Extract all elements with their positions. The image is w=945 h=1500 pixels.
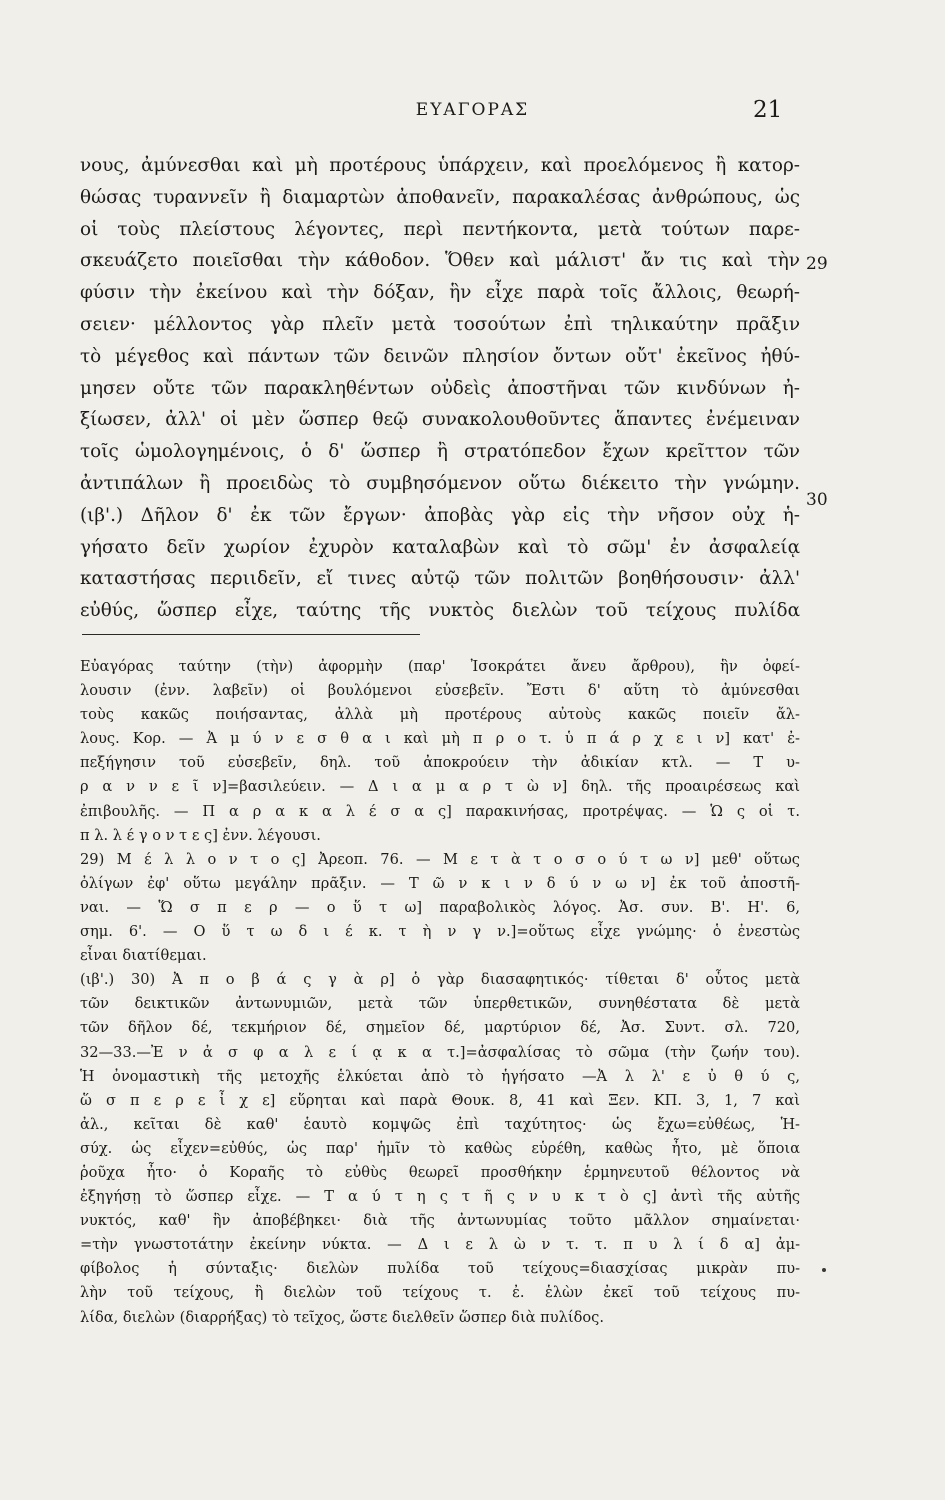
note-line: τῶν δῆλον δέ, τεκμήριον δέ, σημεῖον δέ, μαρτύριον δέ, Ἀσ. Συντ. σλ. 720, — [80, 1019, 800, 1037]
main-text-line: ἀντιπάλων ἢ προειδὼς τὸ συμβησόμενον οὕτω διέκειτο τὴν γνώμην. — [80, 472, 800, 494]
line-marker-30: 30 — [806, 490, 828, 510]
main-text-line: μησεν οὔτε τῶν παρακληθέντων οὐδεὶς ἀποστῆναι τῶν κινδύνων ἠ- — [80, 377, 800, 399]
note-line: ὀλίγων ἐφ' οὕτω μεγάλην πρᾶξιν. — Τ ῶ ν κ ι ν δ ύ ν ω ν] ἐκ τοῦ ἀποστῆ- — [80, 874, 800, 892]
note-line: ἀλ., κεῖται δὲ καθ' ἑαυτὸ κομψῶς ἐπὶ ταχύτητος· ὡς ἔχω=εὐθέως, Ἡ- — [80, 1115, 800, 1133]
note-line: φίβολος ἡ σύνταξις· διελὼν πυλίδα τοῦ τείχους=διασχίσας μικρὰν πυ- — [80, 1260, 800, 1278]
page-number: 21 — [753, 97, 783, 123]
note-line: λὴν τοῦ τείχους, ἢ διελὼν τοῦ τείχους τ. ἐ. ἑλὼν ἐκεῖ τοῦ τείχους πυ- — [80, 1284, 800, 1302]
main-text-block — [80, 150, 800, 627]
note-line: νυκτός, καθ' ἣν ἀποβέβηκει· διὰ τῆς ἀντωνυμίας τοῦτο μᾶλλον σημαίνεται· — [80, 1212, 800, 1230]
note-line: τῶν δεικτικῶν ἀντωνυμιῶν, μετὰ τῶν ὑπερθετικῶν, συνηθέστατα δὲ μετὰ — [80, 995, 800, 1013]
note-line: σημ. 6'. — Ο ὕ τ ω δ ι έ κ. τ ὴ ν γ ν.]=οὕτως εἶχε γνώμης· ὁ ἐνεστὼς — [80, 923, 800, 941]
note-line: πεξήγησιν τοῦ εὐσεβεῖν, δηλ. τοῦ ἀποκρούειν τὴν ἀδικίαν κτλ. — Τ υ- — [80, 754, 800, 772]
note-line: ναι. — Ὥ σ π ε ρ — ο ὕ τ ω] παραβολικὸς λόγος. Ἀσ. συν. Β'. Η'. 6, — [80, 898, 800, 916]
main-text-line: γήσατο δεῖν χωρίον ἐχυρὸν καταλαβὼν καὶ τὸ σῶμ' ἐν ἀσφαλείᾳ — [80, 536, 800, 558]
main-text-line: σειεν· μέλλοντος γὰρ πλεῖν μετὰ τοσούτων ἐπὶ τηλικαύτην πρᾶξιν — [80, 313, 800, 335]
footnote-separator-rule — [82, 634, 420, 635]
note-line: ἐξηγήσῃ τὸ ὥσπερ εἶχε. — Τ α ύ τ η ς τ ῆ ς ν υ κ τ ὸ ς] ἀντὶ τῆς αὐτῆς — [80, 1188, 800, 1206]
main-text-line: εὐθύς, ὥσπερ εἶχε, ταύτης τῆς νυκτὸς διελὼν τοῦ τείχους πυλίδα — [80, 600, 800, 622]
note-line: εἶναι διατίθεμαι. — [80, 947, 207, 965]
note-line: ἐπιβουλῆς. — Π α ρ α κ α λ έ σ α ς] παρακινήσας, προτρέψας. — Ὡ ς οἱ τ. — [80, 802, 800, 820]
note-line: λουσιν (ἐνν. λαβεῖν) οἱ βουλόμενοι εὐσεβεῖν. Ἔστι δ' αὕτη τὸ ἀμύνεσθαι — [80, 682, 800, 700]
note-line: =τὴν γνωστοτάτην ἐκείνην νύκτα. — Δ ι ε λ ὼ ν τ. τ. π υ λ ί δ α] ἀμ- — [80, 1236, 800, 1254]
main-text-line: οἱ τοὺς πλείστους λέγοντες, περὶ πεντήκοντα, μετὰ τούτων παρε- — [80, 218, 800, 240]
note-line: ῥοῦχα ἦτο· ὁ Κοραῆς τὸ εὐθὺς θεωρεῖ προσθήκην ἑρμηνευτοῦ θέλοντος νὰ — [80, 1163, 800, 1181]
main-text-line: (ιβ'.) Δῆλον δ' ἐκ τῶν ἔργων· ἀποβὰς γὰρ εἰς τὴν νῆσον οὐχ ἡ- — [80, 504, 800, 526]
main-text-line: ξίωσεν, ἀλλ' οἱ μὲν ὥσπερ θεῷ συνακολουθοῦντες ἅπαντες ἐνέμειναν — [80, 409, 800, 431]
main-text-line: καταστήσας περιιδεῖν, εἴ τινες αὐτῷ τῶν πολιτῶν βοηθήσουσιν· ἀλλ' — [80, 568, 800, 590]
main-text-line: θώσας τυραννεῖν ἢ διαμαρτὼν ἀποθανεῖν, παρακαλέσας ἀνθρώπους, ὡς — [80, 186, 800, 208]
note-line: ὥ σ π ε ρ ε ἶ χ ε] εὕρηται καὶ παρὰ Θουκ. 8, 41 καὶ Ξεν. ΚΠ. 3, 1, 7 καὶ — [80, 1091, 800, 1109]
note-line: λους. Κορ. — Ἀ μ ύ ν ε σ θ α ι καὶ μὴ π ρ ο τ. ὑ π ά ρ χ ε ι ν] κατ' ἐ- — [80, 730, 800, 748]
note-line: Ἡ ὀνομαστικὴ τῆς μετοχῆς ἑλκύεται ἀπὸ τὸ ἡγήσατο —Ἀ λ λ' ε ὐ θ ύ ς, — [80, 1067, 800, 1085]
note-line: σύχ. ὡς εἶχεν=εὐθύς, ὡς παρ' ἡμῖν τὸ καθὼς εὑρέθη, καθὼς ἦτο, μὲ ὅποια — [80, 1139, 800, 1157]
line-marker-29: 29 — [806, 254, 828, 274]
note-line: ρ α ν ν ε ῖ ν]=βασιλεύειν. — Δ ι α μ α ρ τ ὼ ν] δηλ. τῆς προαιρέσεως καὶ — [80, 778, 800, 796]
note-line: λίδα, διελὼν (διαρρήξας) τὸ τεῖχος, ὥστε διελθεῖν ὥσπερ διὰ πυλίδος. — [80, 1308, 604, 1326]
main-text-line: τὸ μέγεθος καὶ πάντων τῶν δεινῶν πλησίον ὄντων οὔτ' ἐκεῖνος ἠθύ- — [80, 345, 800, 367]
main-text-line: τοῖς ὡμολογημένοις, ὁ δ' ὥσπερ ἢ στρατόπεδον ἔχων κρεῖττον τῶν — [80, 441, 800, 463]
commentary-notes-block — [80, 655, 800, 1330]
note-line: (ιβ'.) 30) Ἀ π ο β ά ς γ ὰ ρ] ὁ γὰρ διασαφητικός· τίθεται δ' οὗτος μετὰ — [80, 971, 800, 989]
note-line: π λ. λ έ γ ο ν τ ε ς] ἐνν. λέγουσι. — [80, 826, 321, 844]
main-text-line: φύσιν τὴν ἐκείνου καὶ τὴν δόξαν, ἣν εἶχε παρὰ τοῖς ἄλλοις, θεωρή- — [80, 282, 800, 304]
margin-dot — [822, 1268, 826, 1272]
note-line: Εὐαγόρας ταύτην (τὴν) ἀφορμὴν (παρ' Ἰσοκράτει ἄνευ ἄρθρου), ἣν ὀφεί- — [80, 658, 800, 675]
main-text-line: σκευάζετο ποιεῖσθαι τὴν κάθοδον. Ὅθεν καὶ μάλιστ' ἄν τις καὶ τὴν — [80, 250, 800, 272]
main-text-line: νους, ἀμύνεσθαι καὶ μὴ προτέρους ὑπάρχειν, καὶ προελόμενος ἢ κατορ- — [80, 155, 800, 176]
running-header-title: ΕΥΑΓΟΡΑΣ — [415, 100, 530, 120]
note-line: 32—33.—Ἐ ν ἀ σ φ α λ ε ί ᾳ κ α τ.]=ἀσφαλίσας τὸ σῶμα (τὴν ζωήν του). — [80, 1043, 800, 1061]
note-line: τοὺς κακῶς ποιήσαντας, ἀλλὰ μὴ προτέρους αὐτοὺς κακῶς ποιεῖν ἄλ- — [80, 706, 800, 724]
note-line: 29) Μ έ λ λ ο ν τ ο ς] Ἀρεοπ. 76. — Μ ε τ ὰ τ ο σ ο ύ τ ω ν] μεθ' οὕτως — [80, 850, 800, 868]
